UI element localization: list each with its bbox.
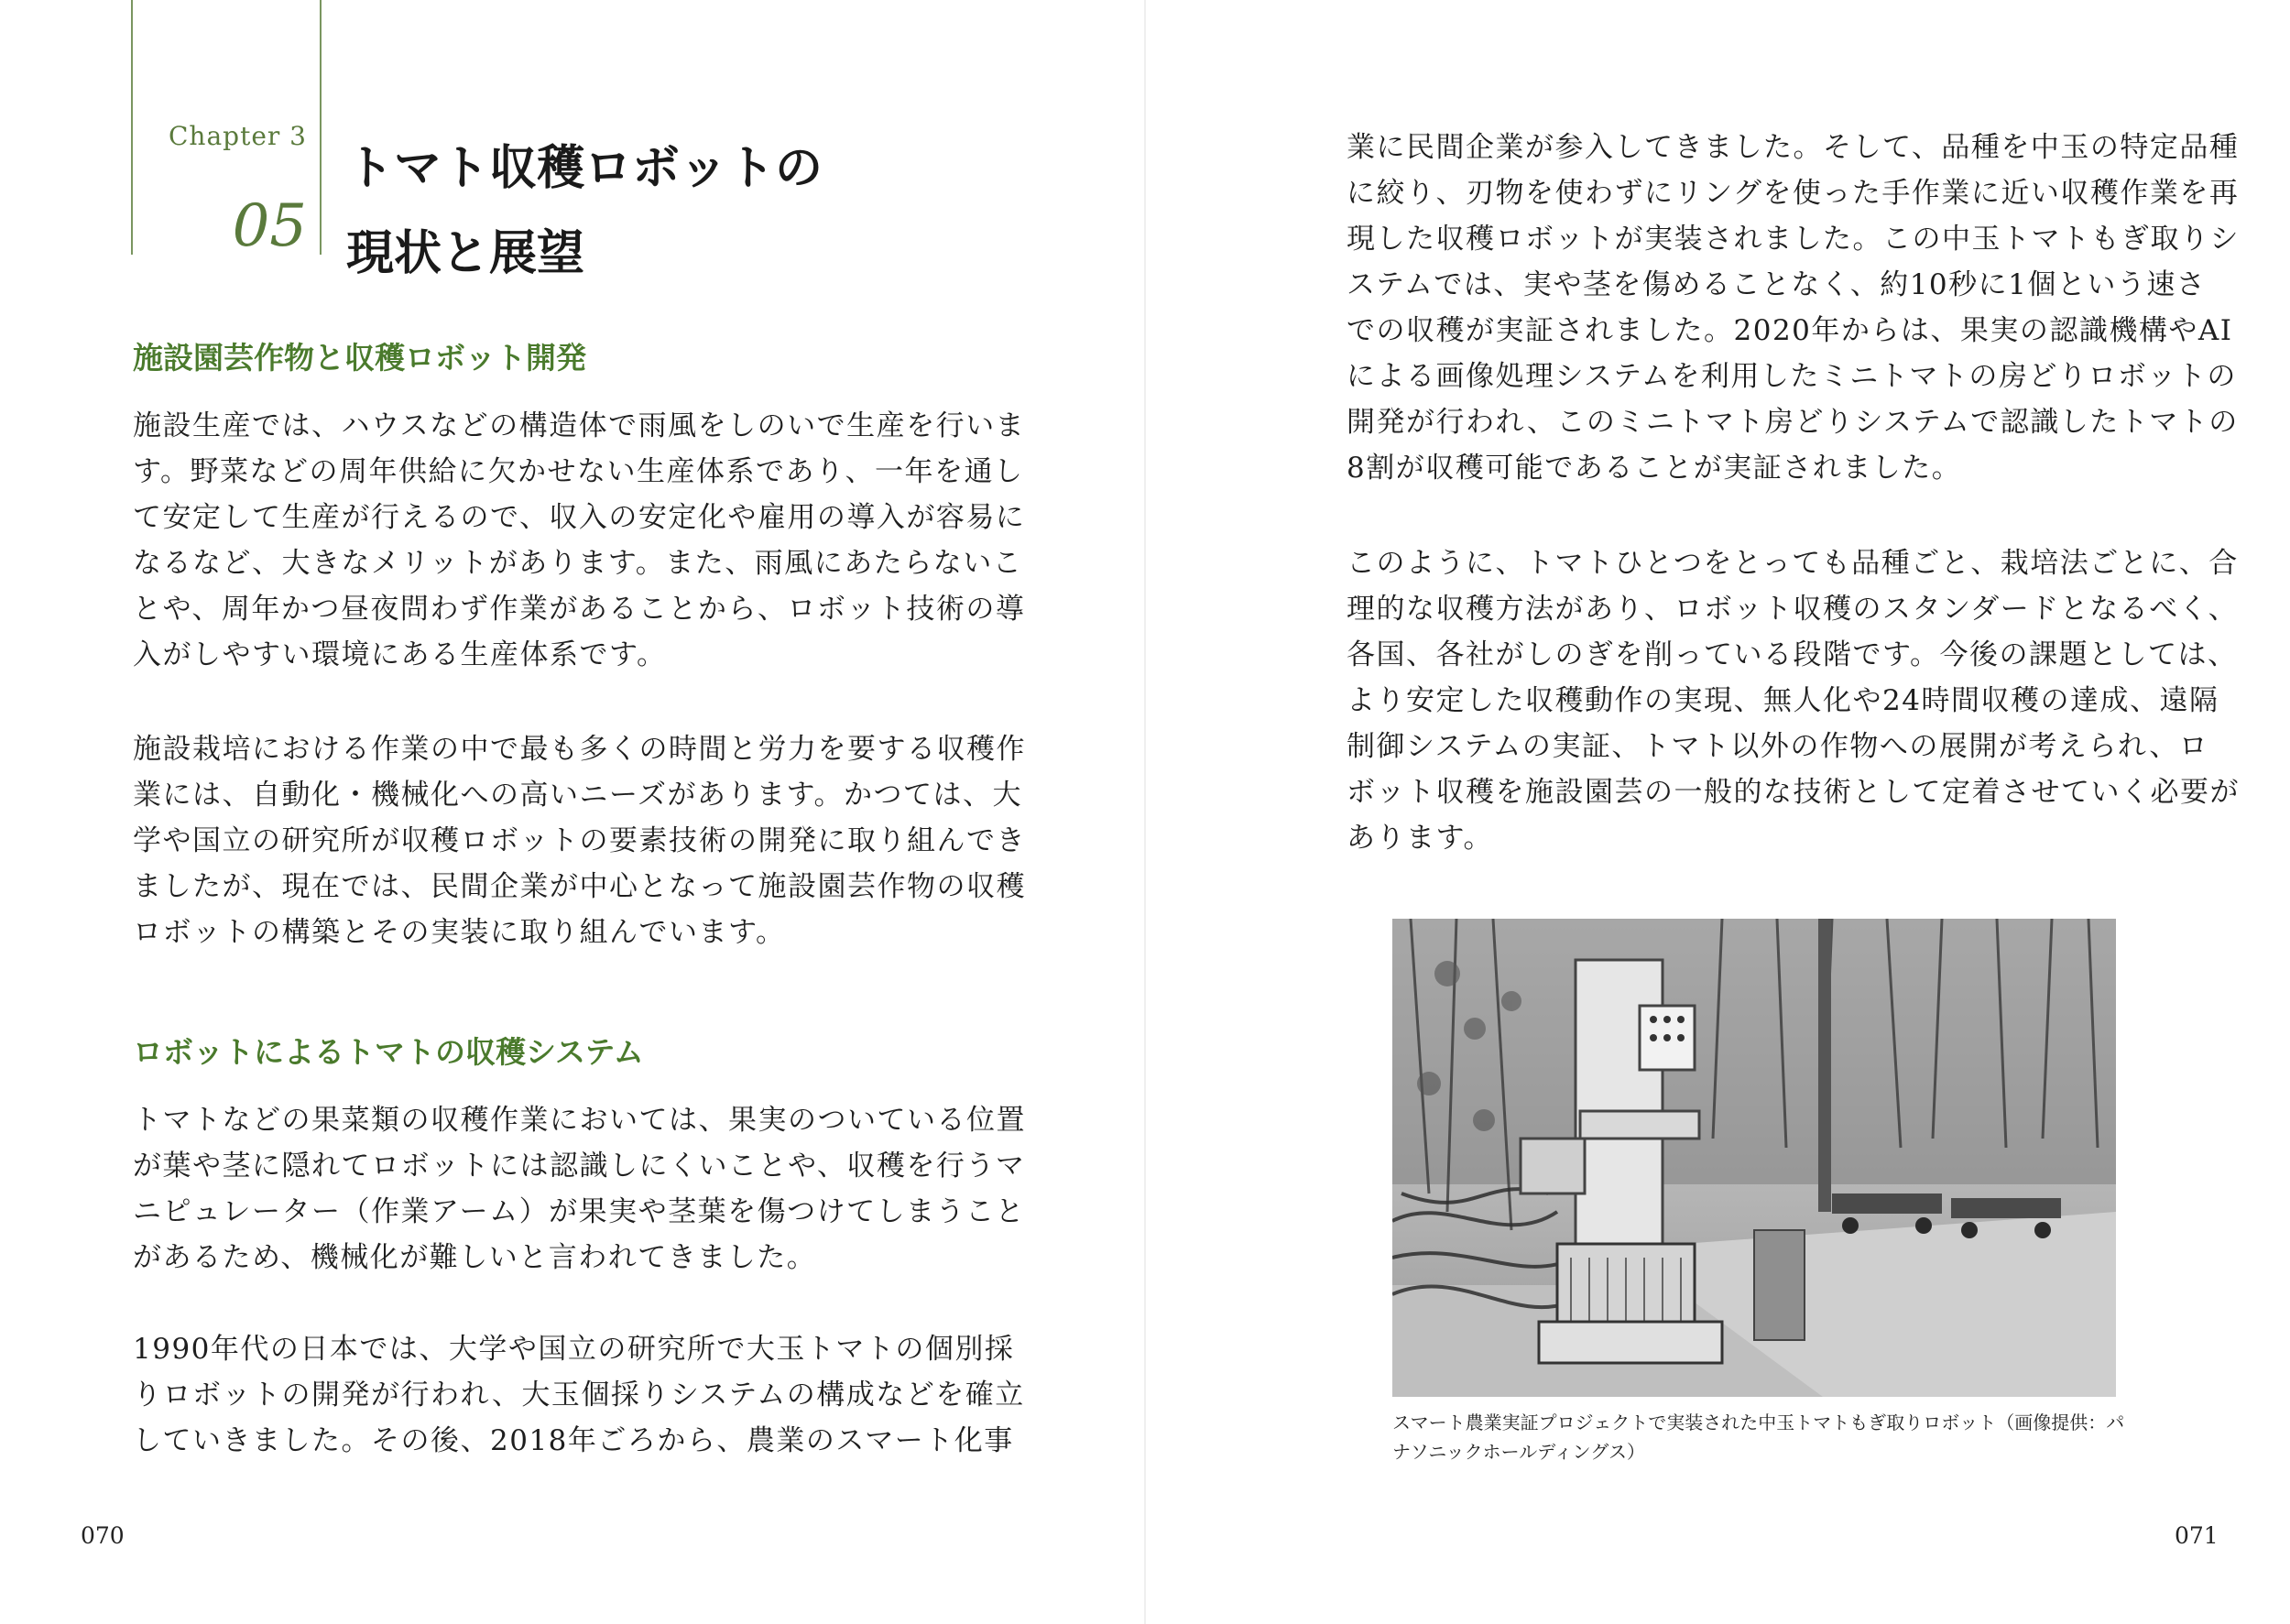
robot-photo	[1392, 919, 2116, 1397]
chapter-label: Chapter 3	[169, 121, 307, 151]
body-paragraph: 施設生産では、ハウスなどの構造体で雨風をしのいで生産を行いま す。野菜などの周年供給に欠かせない生産体系であり、一年を通し て安定して生産が行えるので、収入の安定化や雇用の導入が容易に なるなど、大きなメリットがあります。また、雨風にあたらないこ とや、周年かつ昼夜問わず作業があることから、ロボット技術の導 入がしやすい環境にある生産体系です。	[133, 409, 1026, 671]
photo-caption: スマート農業実証プロジェクトで実装された中玉トマトもぎ取りロボット（画像提供：パ ナソニックホールディングス）	[1392, 1411, 2125, 1463]
chapter-number: 05	[232, 192, 307, 260]
page-number-left: 070	[81, 1522, 125, 1549]
body-paragraph: 1990年代の日本では、大学や国立の研究所で大玉トマトの個別採 りロボットの開発が行われ、大玉個採りシステムの構成などを確立 していきました。その後、2018年ごろから、農業のスマート化事	[133, 1333, 1025, 1457]
page-number-right: 071	[2175, 1522, 2219, 1549]
chapter-rule-right	[320, 0, 322, 255]
body-paragraph: 業に民間企業が参入してきました。そして、品種を中玉の特定品種 に絞り、刃物を使わずにリングを使った手作業に近い収穫作業を再 現した収穫ロボットが実装されました。この中玉トマトもぎ取りシ ステムでは、実や茎を傷めることなく、約10秒に1個という速さ での収穫が実証されました。2020年からは、果実の認識機構やAI による画像処理システムを利用したミニトマトの房どりロボットの 開発が行われ、このミニトマト房どりシステムで認識したトマトの 8割が収穫可能であることが実証されました。	[1347, 131, 2240, 485]
chapter-title	[346, 126, 823, 297]
body-paragraph: トマトなどの果菜類の収穫作業においては、果実のついている位置 が葉や茎に隠れてロボットには認識しにくいことや、収穫を行うマ ニピュレーター（作業アーム）が果実や茎葉を傷つけてしまうこと があるため、機械化が難しいと言われてきました。	[133, 1104, 1026, 1274]
chapter-rule-left	[131, 0, 133, 255]
chapter-title-line: 現状と展望	[346, 226, 585, 281]
body-paragraph: 施設栽培における作業の中で最も多くの時間と労力を要する収穫作 業には、自動化・機械化への高いニーズがあります。かつては、大 学や国立の研究所が収穫ロボットの要素技術の開発に取り組んでき ましたが、現在では、民間企業が中心となって施設園芸作物の収穫 ロボットの構築とその実装に取り組んでいます。	[133, 733, 1026, 949]
chapter-title-line: トマト収穫ロボットの	[346, 141, 823, 196]
page-gutter	[1144, 0, 1146, 1624]
section-heading: 施設園芸作物と収穫ロボット開発	[133, 340, 586, 376]
section-heading: ロボットによるトマトの収穫システム	[133, 1034, 644, 1070]
body-paragraph: このように、トマトひとつをとっても品種ごと、栽培法ごとに、合 理的な収穫方法があり、ロボット収穫のスタンダードとなるべく、 各国、各社がしのぎを削っている段階です。今後の課題としては、 より安定した収穫動作の実現、無人化や24時間収穫の達成、遠隔 制御システムの実証、トマト以外の作物への展開が考えられ、ロ ボット収穫を施設園芸の一般的な技術として定着させていく必要が あります。	[1347, 547, 2240, 855]
